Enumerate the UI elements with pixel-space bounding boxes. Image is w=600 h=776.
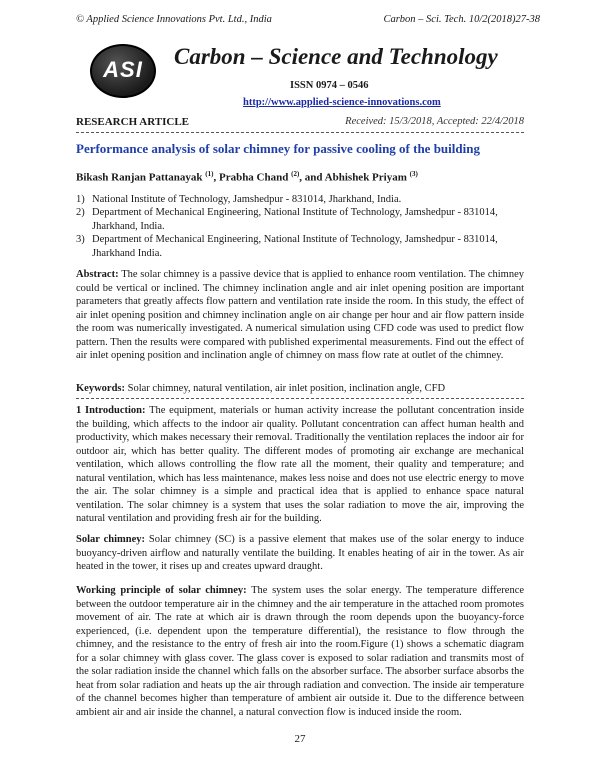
author-affil-mark: (2) — [291, 170, 300, 178]
affiliation-item — [76, 233, 524, 260]
affiliation-number: 2) — [76, 207, 85, 219]
affiliation-text: Department of Mechanical Engineering, National Institute of Technology, Jamshedpur - 831014, Jharkhand India. — [92, 234, 498, 259]
solar-chimney-section — [76, 533, 524, 574]
affiliation-text: Department of Mechanical Engineering, National Institute of Technology, Jamshedpur - 831014, Jharkhand, India. — [92, 207, 498, 232]
keywords — [76, 382, 524, 396]
solar-chimney-text: Solar chimney (SC) is a passive element that makes use of the solar energy to induce buoyancy-driven airflow and naturally ventilate the building. It enables heating of air in the tower. As air heated in the tower, it rises up and creates upward draught. — [76, 534, 525, 572]
divider — [76, 132, 524, 133]
abstract-label: Abstract: — [76, 269, 119, 280]
affiliation-list — [76, 193, 524, 260]
solar-chimney-heading: Solar chimney: — [76, 534, 146, 545]
working-principle-section — [76, 584, 524, 719]
affiliation-text: National Institute of Technology, Jamshedpur - 831014, Jharkhand, India. — [92, 194, 402, 205]
introduction-heading: 1 Introduction: — [76, 405, 146, 416]
article-dates: Received: 15/3/2018, Accepted: 22/4/2018 — [345, 116, 524, 127]
divider — [76, 398, 524, 399]
author-separator: , and — [299, 171, 325, 184]
author-separator: , — [213, 171, 219, 184]
author-affil-mark: (3) — [409, 170, 418, 178]
affiliation-item — [76, 206, 524, 233]
abstract-text: The solar chimney is a passive device that is applied to enhance room ventilation. The chimney could be vertical or inclined. The chimney inclination angle and air inlet opening position are important parameters that greatly affects flow pattern and ventilation rate inside the room. In this study, the effect of air inlet opening position and chimney inclination angle on air change per hour and air flow pattern inside the room was numerically investigated. A numerical simulation using CFD code was used to predict flow pattern. Then the results were compared with published experimental measurements. Find out the effect of air inlet opening position and inclination angle of chimney on mass flow rate at outlet of the chimney. — [76, 269, 525, 361]
working-principle-text: The system uses the solar energy. The temperature difference between the outdoor temperature air in the chimney and the air temperature in the attached room promotes movement of air. The rate at which air is drawn through the room depends upon the buoyancy-force experienced, (i.e. dependent upon the temperature differential), the resistance to flow through the chimney, and the resistance to the entry of fresh air into the room.Figure (1) shows a schematic diagram for a solar chimney with glass cover. The glass cover is exposed to solar radiation and transmits most of the solar radiation inside the channel which falls on the absorber surface. The absorber surface absorbs the heat from solar radiation and heats up the air through radiation and convection. The inside air temperature of the channel becomes higher than temperature of ambient air outside it. Due to the difference between ambient air and air inside the channel, a natural convection flow is induced inside the room. — [76, 585, 525, 718]
article-type: RESEARCH ARTICLE — [76, 116, 190, 128]
logo-text: ASI — [103, 57, 143, 82]
author-affil-mark: (1) — [205, 170, 214, 178]
keywords-text: Solar chimney, natural ventilation, air inlet position, inclination angle, CFD — [127, 383, 446, 394]
introduction-text: The equipment, materials or human activity increase the pollutant concentration inside the building, which affects to the indoor air quality. Pollutant concentration can affect human health and productivity, which makes necessary their removal. Traditionally the ventilation replaces the indoor air for outdoor air, which has better quality. The different modes of promoting air exchange are mechanical ventilation, which allows controlling the flow rate all the moment, their quality and temperature; and natural ventilation, which has less maintenance, makes less noise and does not use electric energy to move the air. The solar chimney is a simple and practical idea that is applied to enhance space natural ventilation. The solar chimney is a system that uses the solar radiation to move the air, improving the natural ventilation and providing fresh air for the building. — [76, 405, 525, 524]
running-header-left: © Applied Science Innovations Pvt. Ltd., India — [76, 14, 272, 25]
page-number: 27 — [294, 733, 306, 745]
affiliation-number: 1) — [76, 194, 85, 205]
author-name: Abhishek Priyam — [324, 171, 407, 184]
keywords-label: Keywords: — [76, 383, 125, 394]
working-principle-heading: Working principle of solar chimney: — [76, 585, 247, 596]
issn: ISSN 0974 – 0546 — [290, 80, 369, 91]
running-header-right: Carbon – Sci. Tech. 10/2(2018)27-38 — [383, 14, 540, 25]
affiliation-item — [76, 193, 524, 206]
article-title: Performance analysis of solar chimney for passive cooling of the building — [76, 141, 480, 156]
author-name: Prabha Chand — [218, 171, 289, 184]
abstract — [76, 268, 524, 363]
journal-title: Carbon – Science and Technology — [174, 44, 498, 69]
author-list — [76, 170, 418, 184]
journal-url-link[interactable]: http://www.applied-science-innovations.com — [243, 97, 441, 108]
author-name: Bikash Ranjan Pattanayak — [76, 171, 203, 184]
introduction — [76, 404, 524, 526]
affiliation-number: 3) — [76, 234, 85, 246]
asi-logo — [90, 44, 156, 98]
